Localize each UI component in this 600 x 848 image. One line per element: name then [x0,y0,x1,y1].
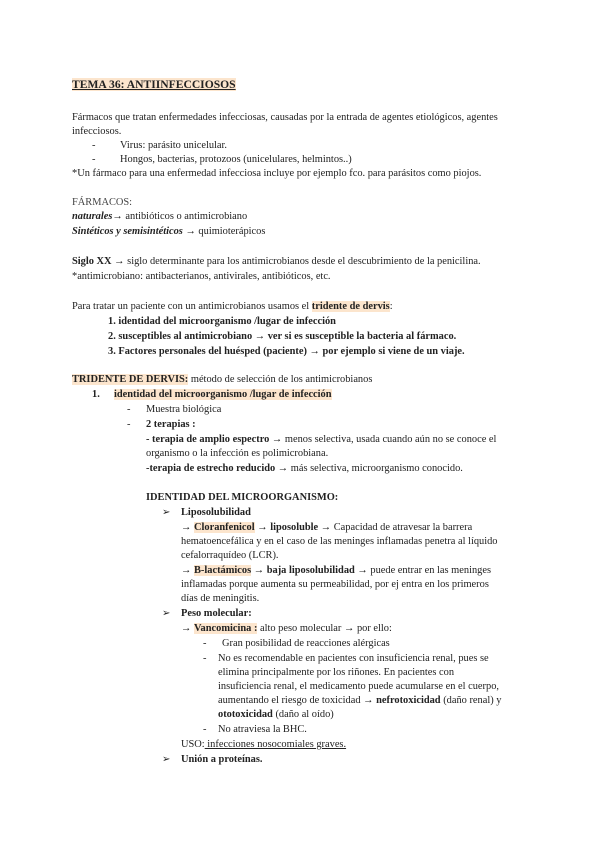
intro-paragraph-line1: Fármacos que tratan enfermedades infecciosas, causadas por la entrada de agentes etiológicos, agentes [72,112,498,123]
blactamicos-line1: → B-lactámicos → baja liposolubilidad → puede entrar en las meninges [181,565,491,576]
blactamicos-line2: inflamadas porque aumenta su permeabilidad, por ej entra en los primeros [181,579,489,590]
bullet-dash: - [127,419,131,430]
bullet-dash: - [127,404,131,415]
intro-item-virus: Virus: parásito unicelular. [120,140,228,151]
tridente-identidad: identidad del microorganismo /lugar de infección [114,389,332,400]
intro-paragraph-line2: infecciosos. [72,126,122,137]
tridente-intro: Para tratar un paciente con un antimicrobianos usamos el tridente de dervis: [72,301,393,312]
vanco-renal-line3: insuficiencia renal, el medicamento puede acumularse en el cuerpo, [218,681,499,692]
bullet-dash: - [203,724,207,735]
cloranfenicol-line2: hematoencefálica y en el caso de las meninges inflamadas penetra al líquido [181,536,498,547]
tridente-item-1: 1. identidad del microorganismo /lugar de infección [108,316,336,327]
union-proteinas: Unión a proteínas. [181,754,263,765]
intro-item-hongos: Hongos, bacterias, protozoos (unicelulares, helmintos..) [120,154,352,165]
uso-line: USO: infecciones nosocomiales graves. [181,739,347,750]
blactamicos-line3: días de meningitis. [181,593,260,604]
terapia-amplio: - terapia de amplio espectro → menos selectiva, usada cuando aún no se conoce el [146,434,497,445]
vanco-renal-line1: No es recomendable en pacientes con insuficiencia renal, pues se [218,653,489,664]
page-title: TEMA 36: ANTIINFECCIOSOS [72,78,236,91]
cloranfenicol-line1: → Cloranfenicol → liposoluble → Capacidad de atravesar la barrera [181,522,473,533]
peso-molecular: Peso molecular: [181,608,252,619]
arrowhead-bullet-icon: ➢ [162,608,171,619]
cloranfenicol-line3: cefalorraquídeo (LCR). [181,550,279,561]
bullet-dash: - [203,638,207,649]
farmacos-naturales: naturales→ antibióticos o antimicrobiano [72,211,248,222]
farmacos-sinteticos: Sintéticos y semisintéticos → quimioterápicos [72,226,266,237]
arrowhead-bullet-icon: ➢ [162,507,171,518]
tridente-number: 1. [92,389,100,400]
siglo-xx: Siglo XX → siglo determinante para los antimicrobianos desde el descubrimiento de la penicilina. [72,256,481,267]
vancomicina: → Vancomicina : alto peso molecular → por ello: [181,623,392,634]
vanco-renal-line5: ototoxicidad (daño al oído) [218,709,334,720]
farmacos-heading: FÁRMACOS: [72,197,133,208]
siglo-note: *antimicrobiano: antibacterianos, antivirales, antibióticos, etc. [72,271,331,282]
vanco-renal-line4: aumentando el riesgo de toxicidad → nefrotoxicidad (daño renal) y [218,695,502,706]
arrowhead-bullet-icon: ➢ [162,754,171,765]
tridente-item-3: 3. Factores personales del huésped (paciente) → por ejemplo si viene de un viaje. [108,346,465,357]
bullet-dash: - [92,140,96,151]
liposolubilidad: Liposolubilidad [181,507,251,518]
bullet-dash: - [203,653,207,664]
terapias: 2 terapias : [146,419,196,430]
muestra-biologica: Muestra biológica [146,404,222,415]
bullet-dash: - [92,154,96,165]
terapia-estrecho: -terapia de estrecho reducido → más selectiva, microorganismo conocido. [146,463,463,474]
intro-note: *Un fármaco para una enfermedad infecciosa incluye por ejemplo fco. para parásitos como piojos. [72,168,482,179]
vanco-bhc: No atraviesa la BHC. [218,724,307,735]
vanco-renal-line2: elimina principalmente por los riñones. En pacientes con [218,667,455,678]
terapia-amplio-line2: organismo o la infección es polimicrobiana. [146,448,329,459]
identidad-heading: IDENTIDAD DEL MICROORGANISMO: [146,492,339,503]
tridente-heading: TRIDENTE DE DERVIS: método de selección de los antimicrobianos [72,374,373,385]
tridente-item-2: 2. susceptibles al antimicrobiano → ver si es susceptible la bacteria al fármaco. [108,331,457,342]
vanco-alergicas: Gran posibilidad de reacciones alérgicas [222,638,390,649]
